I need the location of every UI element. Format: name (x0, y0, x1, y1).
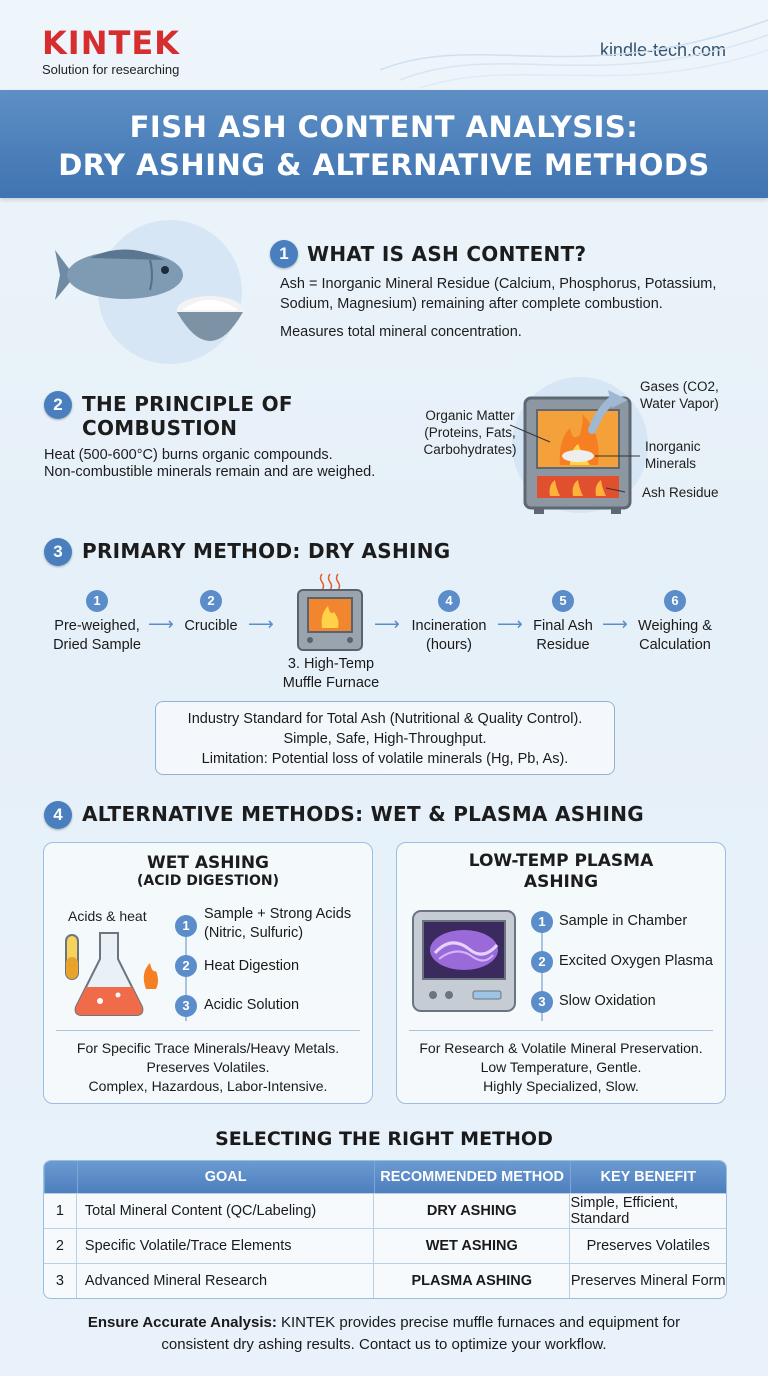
table-cell: Total Mineral Content (QC/Labeling) (76, 1194, 373, 1228)
section2-title-line1: THE PRINCIPLE OF (82, 392, 293, 416)
plasma-step3-label: Slow Oxidation (559, 993, 656, 1009)
table-row (44, 1263, 726, 1298)
plasma-chamber-icon (411, 909, 517, 1013)
wet-step1-label: Sample + Strong Acids (Nitric, Sulfuric) (204, 906, 352, 941)
section2-text-line2: Non-combustible minerals remain and are weighed. (44, 464, 376, 480)
step2-number: 2 (200, 590, 222, 612)
table-header-cell: KEY BENEFIT (570, 1161, 726, 1193)
step6-number: 6 (664, 590, 686, 612)
plasma-step2-number: 2 (531, 951, 553, 973)
brand-tagline: Solution for researching (42, 62, 180, 77)
section2-number: 2 (44, 391, 72, 419)
wet-step3-number: 3 (175, 995, 197, 1017)
arrow-icon: ⟶ (602, 614, 628, 634)
section2-title-line2: COMBUSTION (82, 416, 238, 440)
wave-decoration (380, 0, 768, 90)
inorganic-minerals-label: Inorganic Minerals (645, 439, 701, 471)
step6-label: Weighing & Calculation (638, 618, 712, 653)
arrow-icon: ⟶ (148, 614, 174, 634)
arrow-icon: ⟶ (497, 614, 523, 634)
table-header-cell: GOAL (77, 1161, 374, 1193)
arrow-icon: ⟶ (374, 614, 400, 634)
table-row (44, 1193, 726, 1228)
dry-ashing-note: Industry Standard for Total Ash (Nutritional & Quality Control). Simple, Safe, High-Throughput. Limitation: Potential loss of volatile minerals (Hg, Pb, As). (155, 701, 615, 775)
fish-ash-illustration (50, 220, 270, 370)
step5-label: Final Ash Residue (533, 618, 593, 653)
footer-text-line2: consistent dry ashing results. Contact us to optimize your workflow. (161, 1336, 607, 1353)
table-cell: 1 (55, 1203, 64, 1219)
wet-ashing-subtitle: (ACID DIGESTION) (137, 873, 279, 889)
section3-number: 3 (44, 538, 72, 566)
organic-matter-label: Organic Matter (Proteins, Fats, Carbohydrates) (423, 408, 517, 457)
combustion-furnace-diagram (510, 370, 650, 520)
step3-label: 3. High-Temp Muffle Furnace (282, 656, 380, 691)
table-cell: 2 (55, 1238, 64, 1254)
plasma-ashing-title-line1: LOW-TEMP PLASMA (468, 851, 654, 871)
section1-text-line2: Sodium, Magnesium) remaining after complete combustion. (280, 296, 663, 312)
wet-step2-label: Heat Digestion (204, 958, 300, 974)
acid-flask-icon (60, 929, 160, 1019)
wet-step1-number: 1 (175, 915, 197, 937)
section1-number: 1 (270, 240, 298, 268)
page-title-line1: FISH ASH CONTENT ANALYSIS: (129, 110, 639, 144)
table-cell: Preserves Mineral Form (569, 1264, 726, 1298)
step5-number: 5 (552, 590, 574, 612)
method-selection-table (43, 1160, 727, 1299)
section1-title: WHAT IS ASH CONTENT? (307, 242, 587, 266)
site-link[interactable]: kindle-tech.com (599, 40, 726, 60)
wet-step3-label: Acidic Solution (204, 997, 300, 1013)
table-row (44, 1228, 726, 1263)
arrow-icon: ⟶ (248, 614, 274, 634)
step2-label: Crucible (184, 618, 238, 634)
section1-text-line3: Measures total mineral concentration. (280, 324, 522, 340)
table-header-cell (44, 1161, 77, 1193)
table-cell: Advanced Mineral Research (76, 1264, 373, 1298)
table-cell: Simple, Efficient, Standard (569, 1194, 726, 1228)
page-title-line2: DRY ASHING & ALTERNATIVE METHODS (58, 148, 710, 182)
step4-label: Incineration (hours) (411, 618, 487, 653)
ash-residue-label: Ash Residue (642, 485, 719, 500)
section4-title: ALTERNATIVE METHODS: WET & PLASMA ASHING (82, 802, 644, 826)
footer-note (0, 1312, 768, 1356)
card-divider (56, 1030, 360, 1031)
table-cell: Specific Volatile/Trace Elements (76, 1229, 373, 1263)
plasma-ashing-card (396, 842, 726, 1104)
step4-number: 4 (438, 590, 460, 612)
gases-label: Gases (CO2, Water Vapor) (640, 379, 719, 411)
section4-number: 4 (44, 801, 72, 829)
wet-ashing-note: For Specific Trace Minerals/Heavy Metals. Preserves Volatiles. Complex, Hazardous, Labor-Intensive. (76, 1040, 340, 1094)
step1-number: 1 (86, 590, 108, 612)
table-cell: 3 (55, 1273, 64, 1289)
table-cell: DRY ASHING (373, 1194, 569, 1228)
plasma-step3-number: 3 (531, 991, 553, 1013)
section3-title: PRIMARY METHOD: DRY ASHING (82, 539, 451, 563)
card-divider (409, 1030, 713, 1031)
plasma-step1-label: Sample in Chamber (559, 913, 688, 929)
table-cell: WET ASHING (373, 1229, 569, 1263)
plasma-step2-label: Excited Oxygen Plasma (559, 953, 713, 969)
table-cell: Preserves Volatiles (569, 1229, 726, 1263)
footer-text: KINTEK provides precise muffle furnaces and equipment for (276, 1314, 681, 1331)
wet-ashing-title: WET ASHING (146, 853, 269, 873)
table-header-row (44, 1161, 726, 1193)
acids-heat-label: Acids & heat (68, 908, 147, 924)
table-header-cell: RECOMMENDED METHOD (374, 1161, 570, 1193)
section2-text-line1: Heat (500-600°C) burns organic compounds. (44, 447, 333, 463)
plasma-ashing-title-line2: ASHING (523, 872, 599, 892)
plasma-step1-number: 1 (531, 911, 553, 933)
table-cell: PLASMA ASHING (373, 1264, 569, 1298)
wet-step2-number: 2 (175, 955, 197, 977)
step1-label: Pre-weighed, Dried Sample (53, 618, 141, 653)
section1-text-line1: Ash = Inorganic Mineral Residue (Calcium, Phosphorus, Potassium, (280, 276, 717, 292)
footer-bold: Ensure Accurate Analysis: (87, 1314, 277, 1331)
wet-ashing-card (43, 842, 373, 1104)
brand-logo: KINTEK (42, 24, 180, 62)
plasma-ashing-note: For Research & Volatile Mineral Preservation. Low Temperature, Gentle. Highly Specialized, Slow. (419, 1040, 703, 1094)
selection-title: SELECTING THE RIGHT METHOD (215, 1128, 553, 1150)
title-banner (0, 90, 768, 198)
muffle-furnace-icon (294, 570, 366, 654)
